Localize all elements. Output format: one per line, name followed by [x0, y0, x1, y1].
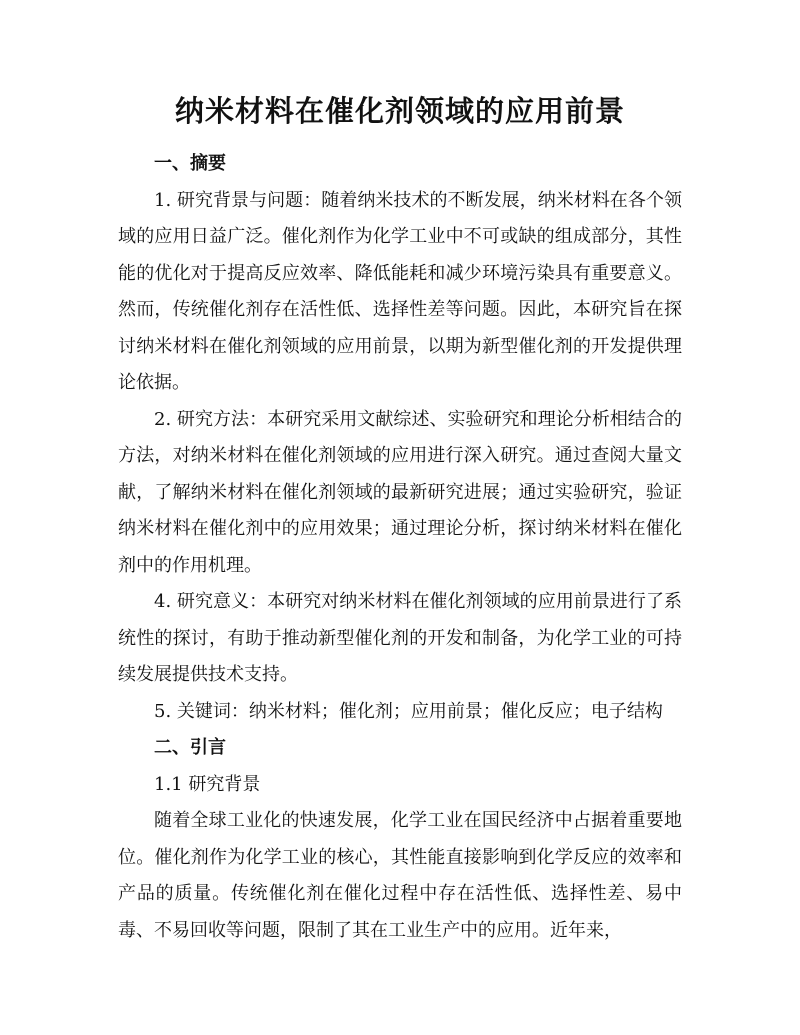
abstract-paragraph-background: 1. 研究背景与问题：随着纳米技术的不断发展，纳米材料在各个领域的应用日益广泛。催化剂作为化学工业中不可或缺的组成部分，其性能的优化对于提高反应效率、降低能耗和减少环境污染具有重要意义。然而，传统催化剂存在活性低、选择性差等问题。因此，本研究旨在探讨纳米材料在催化剂领域的应用前景，以期为新型催化剂的开发提供理论依据。 [118, 189, 682, 393]
intro-paragraph: 随着全球工业化的快速发展，化学工业在国民经济中占据着重要地位。催化剂作为化学工业的核心，其性能直接影响到化学反应的效率和产品的质量。传统催化剂在催化过程中存在活性低、选择性差、易中毒、不易回收等问题，限制了其在工业生产中的应用。近年来， [118, 810, 682, 941]
document-body [118, 146, 682, 949]
document-title: 纳米材料在催化剂领域的应用前景 [174, 94, 625, 128]
section-heading-introduction: 二、引言 [154, 737, 226, 758]
abstract-paragraph-method: 2. 研究方法：本研究采用文献综述、实验研究和理论分析相结合的方法，对纳米材料在催化剂领域的应用进行深入研究。通过查阅大量文献，了解纳米材料在催化剂领域的最新研究进展；通过实验研究，验证纳米材料在催化剂中的应用效果；通过理论分析，探讨纳米材料在催化剂中的作用机理。 [118, 408, 682, 576]
abstract-paragraph-keywords: 5. 关键词：纳米材料；催化剂；应用前景；催化反应；电子结构 [154, 700, 663, 722]
subsection-heading-background: 1.1 研究背景 [154, 773, 261, 795]
section-heading-abstract: 一、摘要 [154, 153, 226, 174]
abstract-paragraph-significance: 4. 研究意义：本研究对纳米材料在催化剂领域的应用前景进行了系统性的探讨，有助于推动新型催化剂的开发和制备，为化学工业的可持续发展提供技术支持。 [118, 591, 682, 685]
